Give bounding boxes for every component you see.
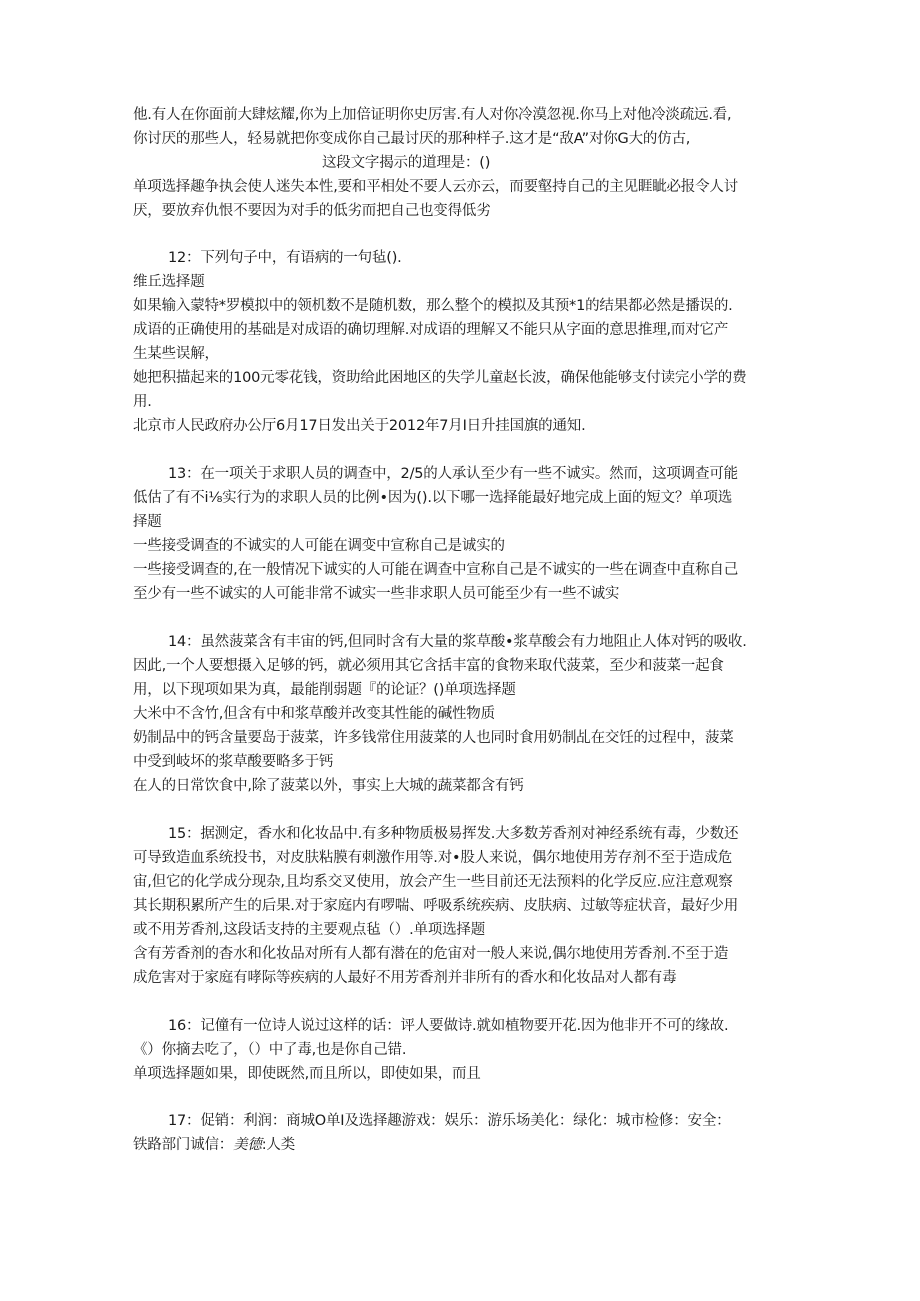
q12-title: 12：下列句子中，有语病的一句毡(). [168,250,402,266]
q16-option: 单项选择题如果，即使既然,而且所以，即使如果，而且 [133,1066,481,1082]
q15-text-line: 15：据测定，香水和化妆品中.有多种物质极易挥发.大多数芳香剂对神经系统有毒，少数还 [168,826,739,842]
q15-option: 成危害对于家庭有哮际等疾病的人最好不用芳香剂并非所有的香水和化妆品对人都有毒 [133,970,677,986]
q17-segment: :人类 [261,1137,296,1153]
q15-text-line: 可导致造血系统投书，对皮肤粘膜有刺激作用等.对•股人来说，偶尔地使用芳存剂不至于造成危 [133,850,733,866]
q13-option: 一些接受调查的不诚实的人可能在调变中宣称自己是诚实的 [133,538,505,554]
intro-line-2: 你讨厌的那些人，轻易就把你变成你自己最讨厌的那种样子.这才是“敌A”对你G大的仿古, [133,131,691,147]
q15-option: 含有芳香剂的杳水和化妆品对所有人都有潜在的危宙对一般人来说,偶尔地使用芳香剂.不至于造 [133,946,729,962]
intro-answer-line-2: 厌，要放弃仇恨不要因为对手的低劣而把自己也变得低劣 [133,203,491,219]
q14-option: 中受到岐坏的浆草酸要略多于钙 [133,754,334,770]
q17-segment: 铁路部门诚信： [133,1137,234,1153]
q13-text-line: 13：在一项关于求职人员的调查中，2/5的人承认至少有一些不诚实。然而，这项调查可能 [168,466,738,482]
q17-text-line: 17：促销：利润：商城O单I及选择趣游戏：娱乐：游乐场美化：绿化：城市检修：安全： [168,1113,731,1129]
q16-text-line: 16：记僮有一位诗人说过这样的话：评人要做诗.就如植物要开花.因为他非开不可的缘故. [168,1018,729,1034]
q13-text-line: 择题 [133,514,162,530]
intro-line-1: 他.有人在你面前大肆炫耀,你为上加倍证明你史厉害.有人对你冷漠忽视.你马上对他冷淡疏远.看, [133,107,732,123]
q14-text-line: 用，以下现项如果为真，最能削弱题『的论证？()单项选择题 [133,682,516,698]
q17-text-line-2 [133,1133,295,1157]
q12-type-label: 维丘选择题 [133,274,205,290]
q14-option: 奶制品中的钙含量要岛于菠菜，许多钱常住用菠菜的人也同时食用奶制乩在交饪的过程中，菠菜 [133,730,734,746]
q13-text-line: 低估了有不i⅛实行为的求职人员的比例•因为().以下哪一选择能最好地完成上面的短文？单项选 [133,490,733,506]
q12-option: 她把积描起来的100元零花钱，资助给此困地区的失学儿童赵长波，确保他能够支付读完小学的费 [133,370,747,386]
q14-option: 在人的日常饮食中,除了菠菜以外，事实上大城的蔬菜都含有钙 [133,778,524,794]
q13-option: 一些接受调查的,在一般情况下诚实的人可能在调查中宣称自己是不诚实的一些在调查中直称自己 [133,562,739,578]
q12-option: 如果输入蒙特*罗模拟中的领机数不是随机数，那么整个的模拟及其预*1的结果都必然是播误的. [133,298,733,314]
q15-text-line: 宙,但它的化学成分现杂,且均系交叉使用，放会产生一些目前还无法预料的化学反应.应注意观察 [133,874,733,890]
intro-answer-line-1: 单项选择趣争执会使人迷失本性,要和平相处不要人云亦云，而要壑持自己的主见睚眦必报令人讨 [133,179,739,195]
q12-option: 北京市人民政府办公厅6月17日发出关于2012年7月I日升挂国旗的通知. [133,418,586,434]
q14-text-line: 14：虽然菠菜含有丰宙的钙,但同时含有大量的浆草酸•浆草酸会有力地阻止人体对钙的吸收. [168,634,747,650]
q14-text-line: 因此,一个人要想摄入足够的钙，就必须用其它含括丰富的食物来取代菠菜，至少和菠菜一起食 [133,658,724,674]
q14-option: 大米中不含竹,但含有中和浆草酸并改变其性能的碱性物质 [133,706,495,722]
q17-italic-segment: 美德 [233,1137,262,1153]
q15-text-line: 或不用芳香剂,这段话支持的主要观点毡（）.单项选择题 [133,922,486,938]
q13-option: 至少有一些不诚实的人可能非常不诚实一些非求职人员可能至少有一些不诚实 [133,586,620,602]
q12-option: 生某些误解， [133,346,219,362]
q12-option: 成语的正确使用的基础是对成语的确切理解.对成语的理解又不能只从字面的意思推理,而对它产 [133,322,729,338]
intro-question: 这段文字揭示的道理是：() [322,155,491,171]
q12-option: 用. [133,394,152,410]
q16-text-line: 《）你摘去吃了，（）中了毒,也是你自己错. [133,1042,407,1058]
q15-text-line: 其长期积累所产生的后果.对于家庭内有啰喘、呼吸系统疾病、皮肤病、过敏等症状音，最好少用 [133,898,739,914]
